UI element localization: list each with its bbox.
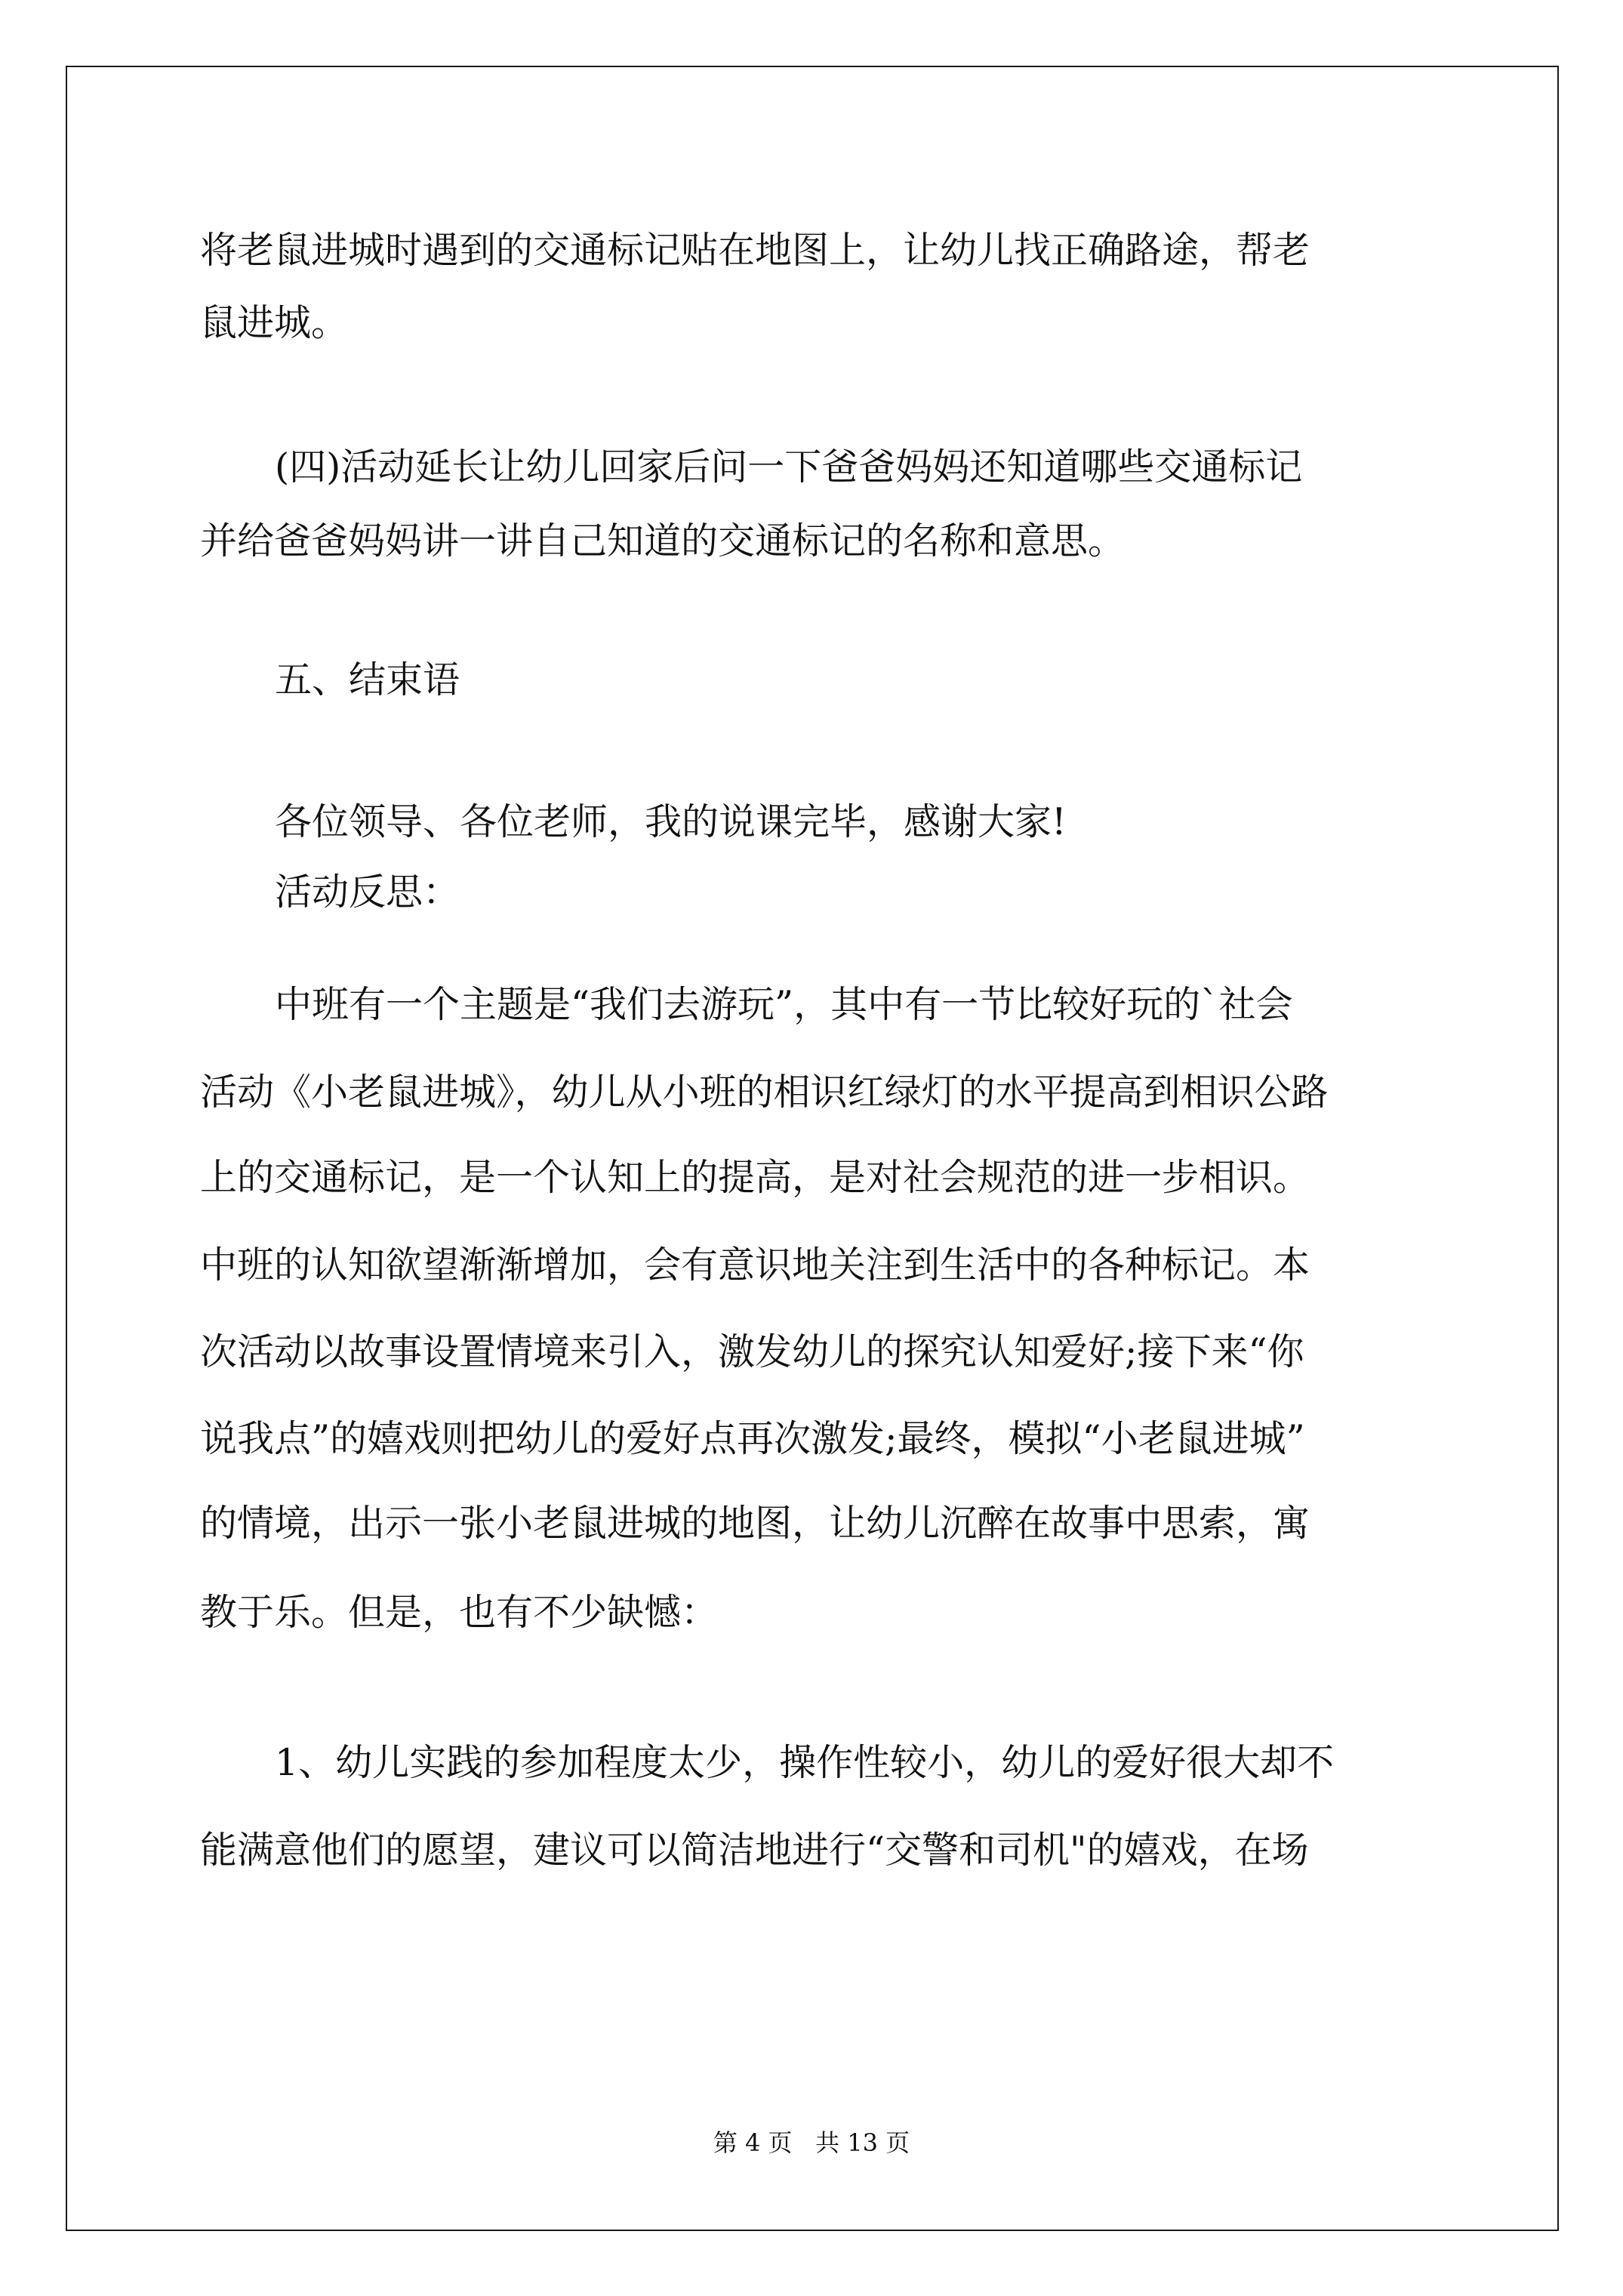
- text-line: 能满意他们的愿望，建议可以简洁地进行“交警和司机"的嬉戏，在场: [200, 1829, 1309, 1872]
- text-line: 中班有一个主题是“我们去游玩”，其中有一节比较好玩的`社会: [275, 983, 1293, 1026]
- text-line: 上的交通标记，是一个认知上的提高，是对社会规范的进一步相识。: [200, 1156, 1310, 1199]
- section-heading: 五、结束语: [275, 658, 460, 701]
- page-footer: 第 4 页 共 13 页: [713, 2128, 910, 2157]
- text-line: 说我点”的嬉戏则把幼儿的爱好点再次激发;最终，模拟“小老鼠进城”: [200, 1417, 1305, 1460]
- text-line: 1、幼儿实践的参加程度太少，操作性较小，幼儿的爱好很大却不: [275, 1741, 1335, 1784]
- text-line: (四)活动延长让幼儿回家后问一下爸爸妈妈还知道哪些交通标记: [275, 445, 1303, 488]
- text-line: 鼠进城。: [200, 301, 349, 344]
- text-line: 教于乐。但是，也有不少缺憾：: [200, 1591, 719, 1634]
- text-line: 各位领导、各位老师，我的说课完毕，感谢大家!: [275, 800, 1067, 843]
- text-line: 将老鼠进城时遇到的交通标记贴在地图上，让幼儿找正确路途，帮老: [200, 229, 1310, 272]
- text-line: 活动《小老鼠进城》，幼儿从小班的相识红绿灯的水平提高到相识公路: [200, 1071, 1329, 1114]
- text-line: 中班的认知欲望渐渐增加，会有意识地关注到生活中的各种标记。本: [200, 1244, 1310, 1287]
- text-line: 活动反思：: [275, 871, 460, 914]
- text-line: 并给爸爸妈妈讲一讲自己知道的交通标记的名称和意思。: [200, 519, 1126, 562]
- page-border: [66, 66, 1559, 2231]
- text-line: 的情境，出示一张小老鼠进城的地图，让幼儿沉醉在故事中思索，寓: [200, 1502, 1310, 1545]
- text-line: 次活动以故事设置情境来引入，激发幼儿的探究认知爱好;接下来“你: [200, 1330, 1304, 1373]
